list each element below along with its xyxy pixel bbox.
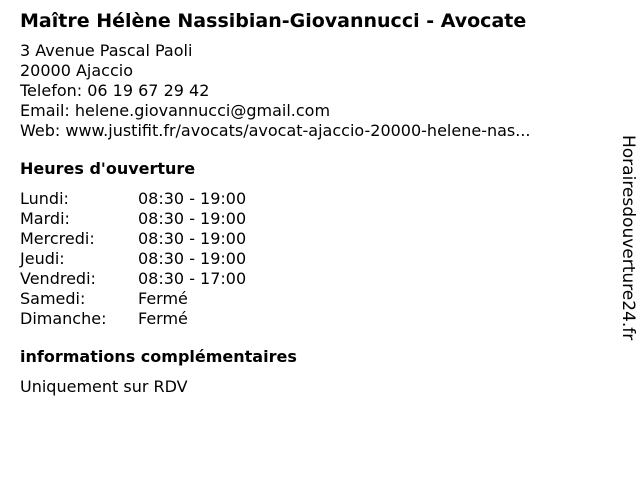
hours-row <box>20 209 600 229</box>
email-link[interactable]: helene.giovannucci@gmail.com <box>74 101 331 120</box>
hours-day: Vendredi: <box>20 269 96 288</box>
hours-time: 08:30 - 19:00 <box>138 229 247 248</box>
hours-day: Jeudi: <box>20 249 65 268</box>
info-text: Uniquement sur RDV <box>20 377 188 396</box>
hours-time: 08:30 - 19:00 <box>138 209 247 228</box>
address-street: 3 Avenue Pascal Paoli <box>20 41 193 60</box>
web-line <box>20 121 600 141</box>
email-label: Email: <box>20 101 70 120</box>
phone-value[interactable]: 06 19 67 29 42 <box>87 81 210 100</box>
hours-row <box>20 249 600 269</box>
info-heading: informations complémentaires <box>20 347 297 366</box>
hours-time: Fermé <box>138 289 188 308</box>
business-title: Maître Hélène Nassibian-Giovannucci - Avocate <box>20 10 527 32</box>
hours-table <box>20 189 600 329</box>
hours-day: Samedi: <box>20 289 86 308</box>
phone-label: Telefon: <box>20 81 83 100</box>
hours-row <box>20 229 600 249</box>
hours-time: 08:30 - 17:00 <box>138 269 247 288</box>
hours-day: Mercredi: <box>20 229 95 248</box>
email-line <box>20 101 600 121</box>
hours-day: Mardi: <box>20 209 70 228</box>
phone-line <box>20 81 600 101</box>
hours-row <box>20 189 600 209</box>
address-city: 20000 Ajaccio <box>20 61 134 80</box>
site-watermark: Horairesdouverture24.fr <box>618 135 638 341</box>
hours-time: 08:30 - 19:00 <box>138 189 247 208</box>
hours-row <box>20 269 600 289</box>
hours-day: Lundi: <box>20 189 69 208</box>
web-label: Web: <box>20 121 61 140</box>
hours-time: 08:30 - 19:00 <box>138 249 247 268</box>
hours-heading: Heures d'ouverture <box>20 159 196 178</box>
hours-row <box>20 289 600 309</box>
hours-day: Dimanche: <box>20 309 107 328</box>
hours-time: Fermé <box>138 309 188 328</box>
hours-row <box>20 309 600 329</box>
business-card <box>20 10 600 397</box>
web-link[interactable]: www.justifit.fr/avocats/avocat-ajaccio-20000-helene-nas... <box>65 121 531 140</box>
